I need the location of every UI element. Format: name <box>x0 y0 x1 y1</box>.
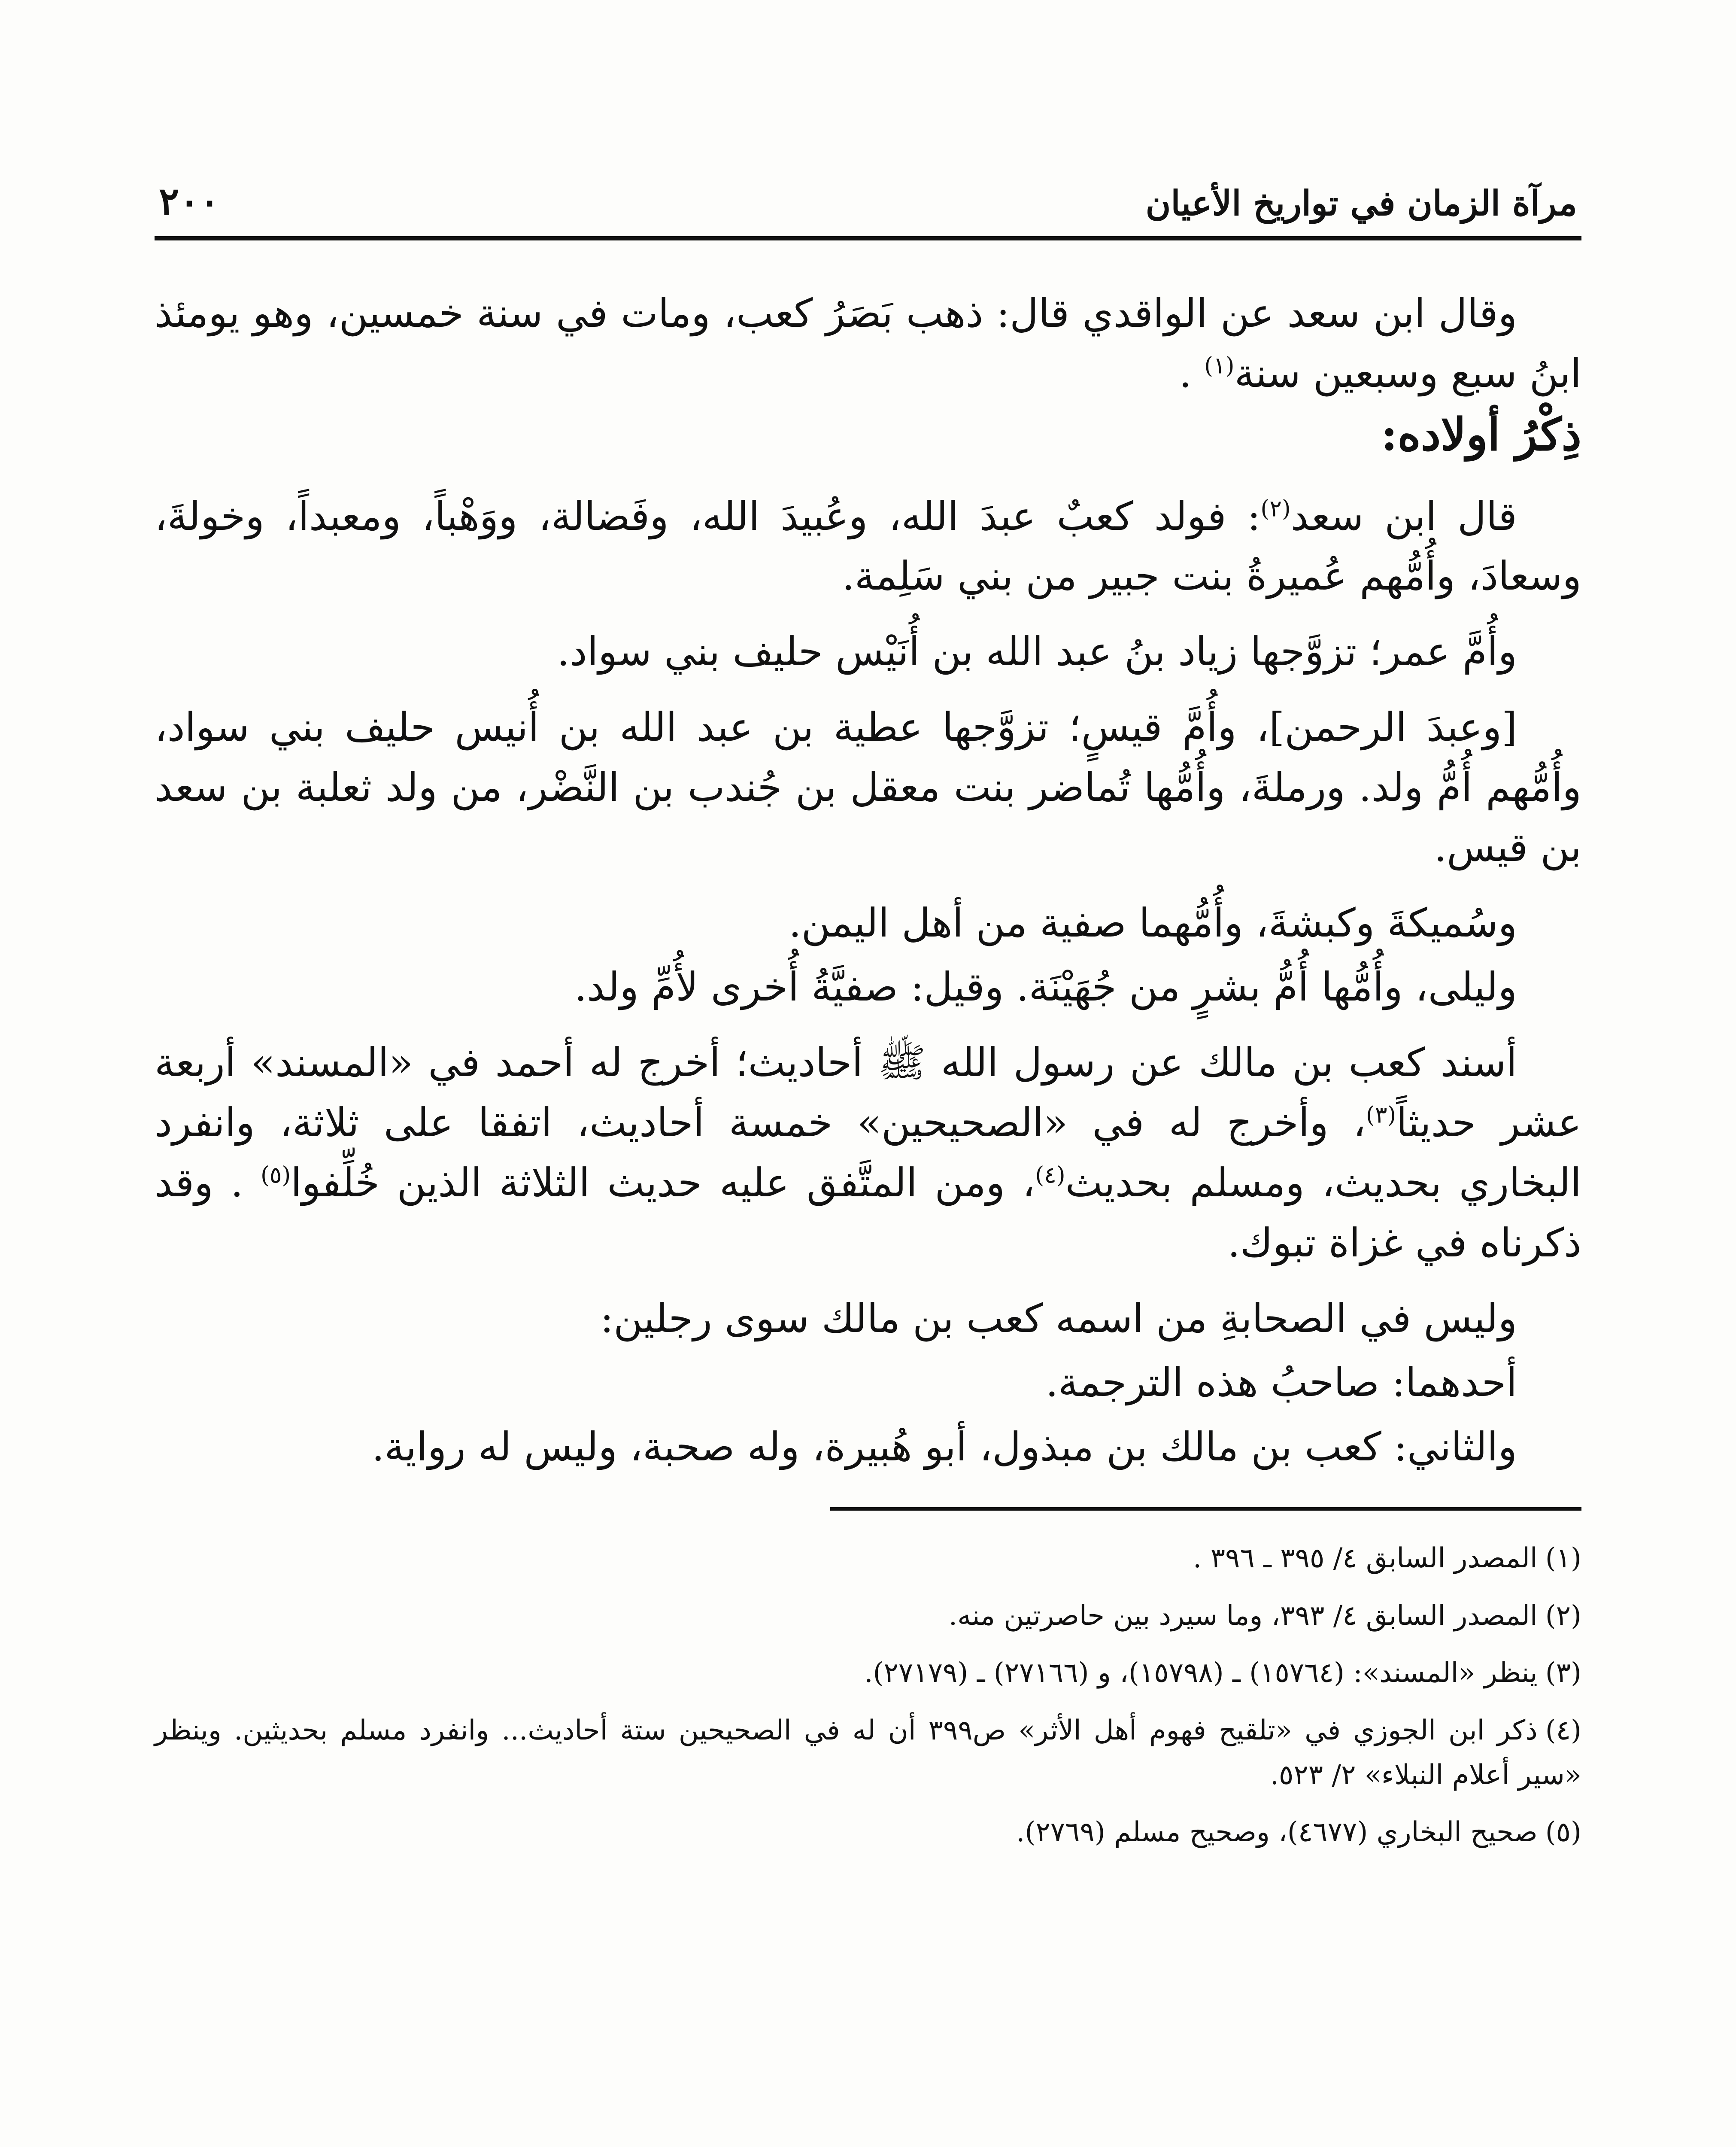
paragraph-text: . وقد ذكرناه في غزاة تبوك. <box>155 1159 1581 1266</box>
footnote-text: المصدر السابق ٤/ ٣٩٣، وما سيرد بين حاصرتين منه. <box>948 1600 1538 1632</box>
footnote-ref-5[interactable]: (٥) <box>260 1161 291 1189</box>
footnote-number: (٢) <box>1545 1600 1581 1632</box>
section-heading-children: ذِكْرُ أولاده: <box>1381 408 1581 461</box>
footnote-2 <box>155 1594 1581 1639</box>
footnote-number: (٤) <box>1545 1715 1582 1747</box>
footnote-text: المصدر السابق ٤/ ٣٩٥ ـ ٣٩٦ . <box>1193 1542 1538 1575</box>
paragraph-text: قال ابن سعد <box>1290 493 1517 539</box>
paragraph-text: . <box>1179 350 1205 396</box>
footnote-divider <box>830 1507 1581 1511</box>
footnote-number: (٥) <box>1545 1816 1581 1849</box>
paragraph-layla: وليلى، وأُمُّها أُمُّ بشرٍ من جُهَيْنَة. وقيل: صفيَّةُ أُخرى لأُمِّ ولد. <box>574 964 1517 1010</box>
main-text <box>155 283 1581 1477</box>
page-header <box>155 155 1581 240</box>
footnote-ref-4[interactable]: (٤) <box>1035 1161 1065 1189</box>
footnote-ref-1[interactable]: (١) <box>1204 352 1235 379</box>
paragraph-sumayka: وسُميكةَ وكبشةَ، وأُمُّهما صفية من أهل اليمن. <box>789 900 1517 946</box>
footnote-text: ذكر ابن الجوزي في «تلقيح فهوم أهل الأثر» ص٣٩٩ أن له في الصحيحين ستة أحاديث... وانفرد مسلم بحديثين. وينظر «سير أعلام النبلاء» ٢/ ٥٢٣. <box>155 1715 1581 1791</box>
paragraph-umm-umar: وأُمَّ عمر؛ تزوَّجها زياد بنُ عبد الله بن أُنَيْس حليف بني سواد. <box>557 629 1517 675</box>
paragraph-first-companion: أحدهما: صاحبُ هذه الترجمة. <box>1045 1359 1517 1406</box>
paragraph-two-companions: وليس في الصحابةِ من اسمه كعب بن مالك سوى رجلين: <box>600 1295 1517 1341</box>
paragraph-text: ، وأخرج له في «الصحيحين» خمسة أحاديث، اتفقا على ثلاثة، وانفرد البخاري بحديث، ومسلم بحديث <box>155 1100 1581 1206</box>
footnote-text: ينظر «المسند»: (١٥٧٦٤) ـ (١٥٧٩٨)، و (٢٧١٦٦) ـ (٢٧١٧٩). <box>864 1657 1538 1689</box>
paragraph-second-companion: والثاني: كعب بن مالك بن مبذول، أبو هُبيرة، وله صحبة، وليس له رواية. <box>372 1424 1517 1470</box>
footnote-3 <box>155 1651 1581 1696</box>
footnote-4 <box>155 1709 1581 1797</box>
paragraph-text: : فولد كعبٌ عبدَ الله، وعُبيدَ الله، وفَضالة، ووَهْباً، ومعبداً، وخولةَ، وسعادَ، وأُمُّهم عُميرةُ بنت جبير من بني سَلِمة. <box>155 493 1581 599</box>
running-title: مرآة الزمان في تواريخ الأعيان <box>1145 183 1577 223</box>
paragraph-text: ، ومن المتَّفق عليه حديث الثلاثة الذين خُلِّفوا <box>291 1159 1035 1206</box>
footnote-5 <box>155 1810 1581 1855</box>
paragraph-children-list <box>155 487 1581 607</box>
paragraph-hadith-narration <box>155 1033 1581 1273</box>
footnote-1 <box>155 1536 1581 1581</box>
footnote-ref-2[interactable]: (٢) <box>1260 495 1291 522</box>
paragraph-death-of-kaab <box>155 283 1581 404</box>
paragraph-abdulrahman: [وعبدَ الرحمن]، وأُمَّ قيسٍ؛ تزوَّجها عطية بن عبد الله بن أُنيس حليف بني سواد، وأُمُّهم أُمُّ ولد. ورملةَ، وأُمُّها تُماضر بنت معقل بن جُندب بن النَّضْر، من ولد ثعلبة بن سعد بن قيس. <box>155 704 1581 870</box>
footnote-ref-3[interactable]: (٣) <box>1366 1101 1396 1128</box>
footnote-number: (٣) <box>1545 1657 1581 1689</box>
page-number: ٢٠٠ <box>159 179 220 223</box>
book-page <box>155 155 1581 2147</box>
footnote-text: صحيح البخاري (٤٦٧٧)، وصحيح مسلم (٢٧٦٩). <box>1016 1816 1538 1849</box>
footnote-number: (١) <box>1545 1542 1581 1575</box>
paragraph-text: أسند كعب بن مالك عن رسول الله ﷺ أحاديث؛ أخرج له أحمد في «المسند» أربعة عشر حديثاً <box>155 1040 1581 1146</box>
paragraph-text: وقال ابن سعد عن الواقدي قال: ذهب بَصَرُ كعب، ومات في سنة خمسين، وهو يومئذ ابنُ سبع وسبعين سنة <box>155 290 1581 396</box>
footnotes <box>155 1536 1581 1855</box>
